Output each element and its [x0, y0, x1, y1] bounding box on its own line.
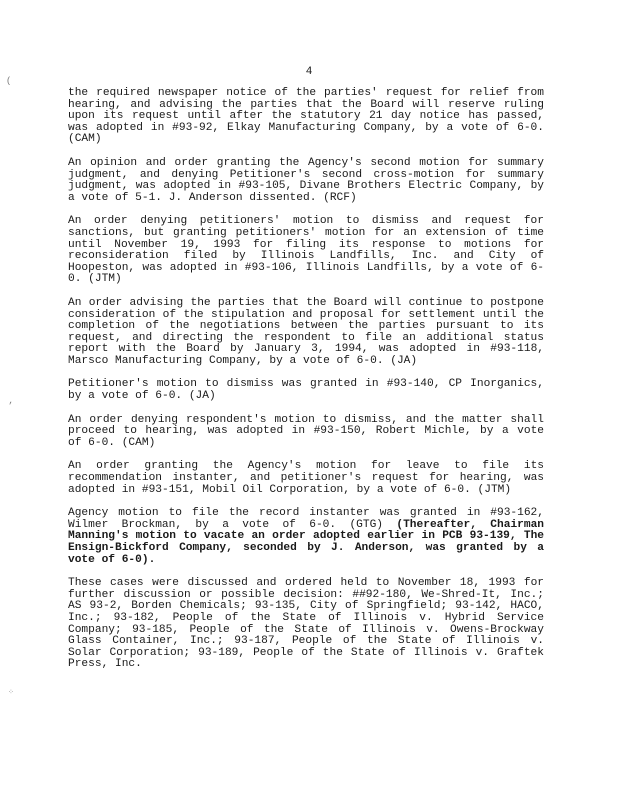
- paragraph-wilmer-brockman: Agency motion to file the record instanter was granted in #93-162, Wilmer Brockman, by a vote of 6-0. (GTG) (Thereafter, Chairman Manning's motion to vacate an order adopted earlier in PCB 93-139, The Ensign-Bickford Company, seconded by J. Anderson, was granted by a vote of 6-0).: [68, 507, 545, 566]
- bold-note: (Thereafter, Chairman Manning's motion to vacate an order adopted earlier in PCB 93-139, The Ensign-Bickford Company, seconded by J. Anderson, was granted by a vote of 6-0).: [68, 518, 545, 566]
- paragraph-mobil-oil: An order granting the Agency's motion for leave to file its recommendation instanter, and petitioner's request for hearing, was adopted in #93-151, Mobil Oil Corporation, by a vote of 6-0. (JTM): [68, 460, 544, 496]
- paragraph-divane: An opinion and order granting the Agency's second motion for summary judgment, and denying Petitioner's second cross-motion for summary judgment, was adopted in #93-105, Divane Brothers Electric Company, by a vote of 5-1. J. Anderson dissented. (RCF): [68, 156, 544, 204]
- paragraph-robert-michle: An order denying respondent's motion to dismiss, and the matter shall proceed to hearing, was adopted in #93-150, Robert Michle, by a vote of 6-0. (CAM): [68, 413, 544, 449]
- margin-mark-middle: ‚: [8, 396, 14, 406]
- margin-mark-bottom: ⁘: [8, 689, 14, 697]
- page-number: 4: [305, 66, 313, 78]
- margin-mark-top: (: [6, 76, 12, 86]
- paragraph-elkay: the required newspaper notice of the parties' request for relief from hearing, and advising the parties that the Board will reserve ruling upon its request until after the statutory 21 day notice has passed, was adopted in #93-92, Elkay Manufacturing Company, by a vote of 6-0. (CAM): [68, 87, 544, 146]
- paragraph-marsco: An order advising the parties that the Board will continue to postpone consideration of the stipulation and proposal for settlement until the completion of the negotiations between the parties pursuant to its request, and directing the respondent to file an additional status report with the Board by January 3, 1994, was adopted in #93-118, Marsco Manufacturing Company, by a vote of 6-0. (JA): [68, 296, 544, 367]
- paragraph-held-cases: These cases were discussed and ordered held to November 18, 1993 for further discussion or possible decision: ##92-180, We-Shred-It, Inc.; AS 93-2, Borden Chemicals; 93-135, City of Springfield; 93-142, HACO, Inc.; 93-182, People of the State of Illinois v. Hybrid Service Company; 93-185, People of the State of Illinois v. Owens-Brockway Glass Container, Inc.; 93-187, People of the State of Illinois v. Solar Corporation; 93-189, People of the State of Illinois v. Graftek Press, Inc.: [68, 577, 544, 671]
- paragraph-illinois-landfills: An order denying petitioners' motion to dismiss and request for sanctions, but granting petitioners' motion for an extension of time until November 19, 1993 for filing its response to motions for reconsideration filed by Illinois Landfills, Inc. and City of Hoopeston, was adopted in #93-106, Illinois Landfills, by a vote of 6-0. (JTM): [68, 215, 544, 286]
- document-body: [68, 88, 544, 683]
- paragraph-cp-inorganics: Petitioner's motion to dismiss was granted in #93-140, CP Inorganics, by a vote of 6-0. (JA): [68, 378, 544, 403]
